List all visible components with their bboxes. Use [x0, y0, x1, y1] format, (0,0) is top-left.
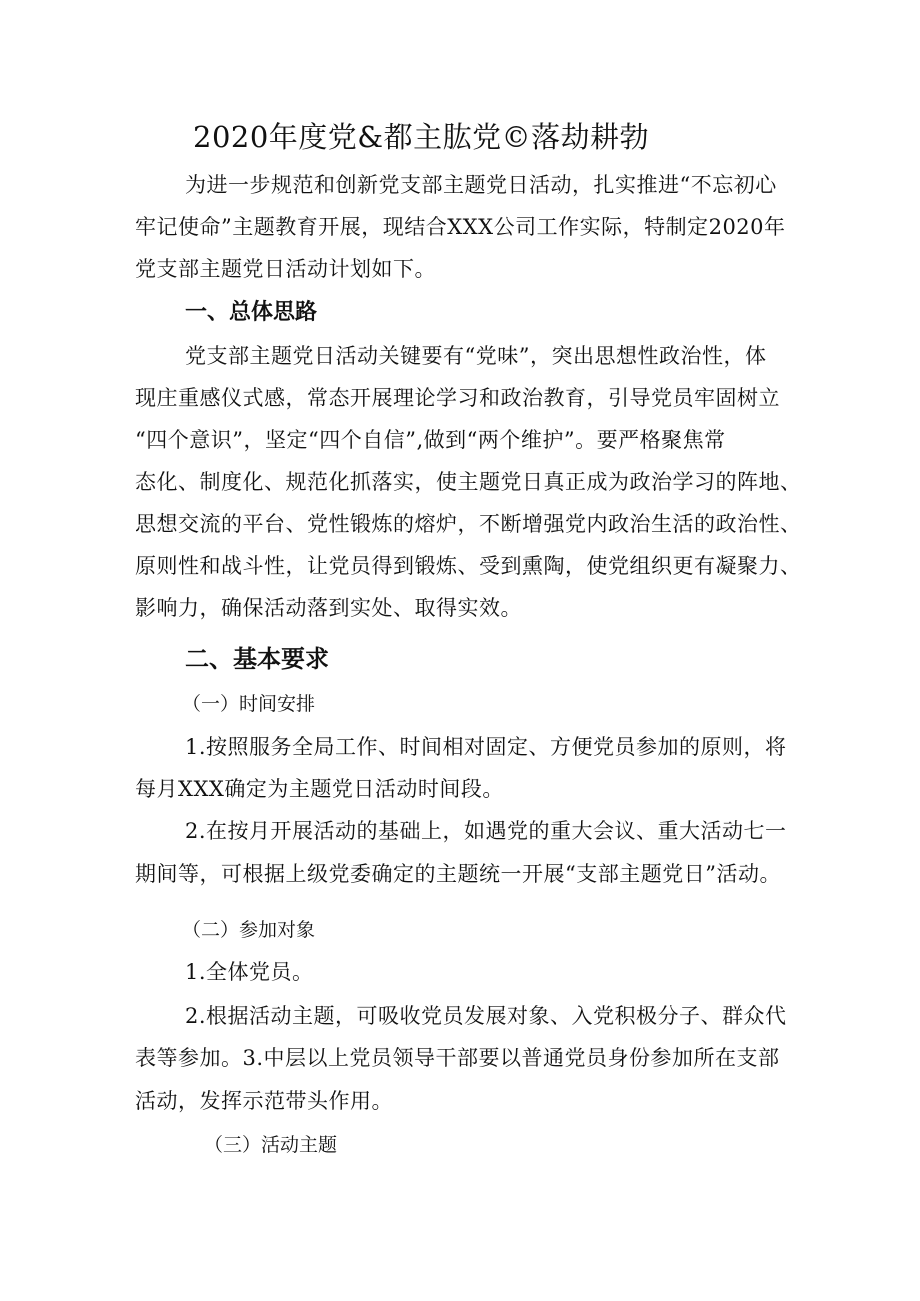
section-1-line-2: 现庄重感仪式感，常态开展理论学习和政治教育，引导党员牢固树立: [135, 386, 780, 410]
intro-line-1: 为进一步规范和创新党支部主题党日活动，扎实推进“不忘初心: [185, 173, 777, 197]
subsection-1-item-1-line-1: 1.按照服务全局工作、时间相对固定、方便党员参加的原则，将: [185, 735, 787, 759]
section-2-heading: 二、基本要求: [185, 645, 329, 673]
subsection-1-item-2-line-1: 2.在按月开展活动的基础上，如遇党的重大会议、重大活动七一: [185, 819, 787, 843]
intro-line-3: 党支部主题党日活动计划如下。: [135, 257, 436, 281]
subsection-2-heading: （二）参加对象: [182, 919, 316, 941]
subsection-1-item-2-line-2: 期间等，可根据上级党委确定的主题统一开展“支部主题党日”活动。: [135, 862, 781, 886]
section-1-line-1: 党支部主题党日活动关键要有“党味”，突出思想性政治性，体: [185, 344, 767, 368]
subsection-2-item-1: 1.全体党员。: [185, 960, 314, 984]
section-1-heading: 一、总体思路: [185, 300, 318, 325]
section-1-line-7: 影响力，确保活动落到实处、取得实效。: [135, 596, 522, 620]
section-1-line-4: 态化、制度化、规范化抓落实，使主题党日真正成为政治学习的阵地、: [135, 470, 802, 494]
section-1-line-6: 原则性和战斗性，让党员得到锻炼、受到熏陶，使党组织更有凝聚力、: [135, 554, 802, 578]
subsection-2-item-2-line-1: 2.根据活动主题，可吸收党员发展对象、入党积极分子、群众代: [185, 1004, 787, 1028]
intro-line-2: 牢记使命”主题教育开展，现结合XXX公司工作实际，特制定2020年: [135, 215, 786, 239]
subsection-1-item-1-line-2: 每月XXX确定为主题党日活动时间段。: [135, 777, 504, 801]
subsection-2-item-2-line-3: 活动，发挥示范带头作用。: [135, 1089, 393, 1113]
section-1-line-3: “四个意识”，坚定“四个自信”,做到“两个维护”。要严格聚焦常: [135, 428, 726, 452]
section-1-line-5: 思想交流的平台、党性锻炼的熔炉，不断增强党内政治生活的政治性、: [135, 512, 802, 536]
document-title: 2020年度党&都主肱党©落劫耕勃: [193, 120, 650, 154]
subsection-2-item-2-line-2: 表等参加。3.中层以上党员领导干部要以普通党员身份参加所在支部: [135, 1046, 780, 1070]
subsection-3-heading: （三）活动主题: [204, 1134, 338, 1156]
subsection-1-heading: （一）时间安排: [182, 693, 316, 715]
